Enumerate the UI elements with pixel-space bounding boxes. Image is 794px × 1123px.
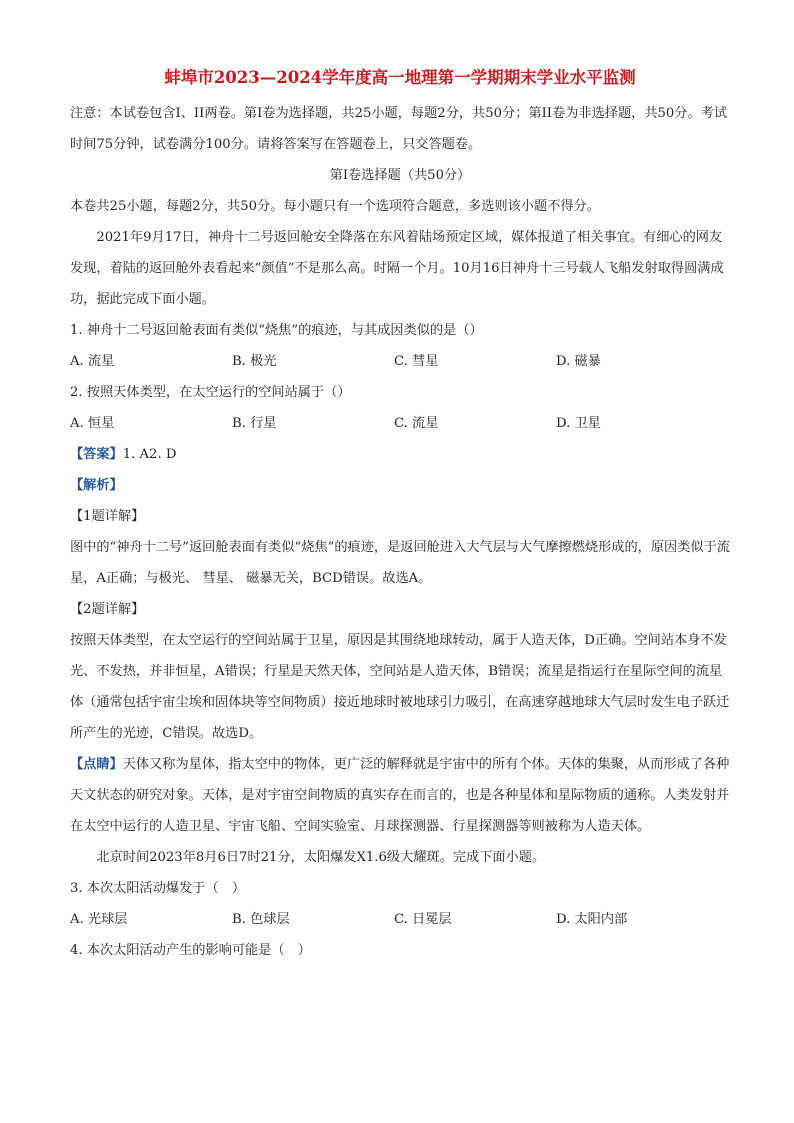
option-a: A. 流星 xyxy=(70,354,115,369)
detail-1-heading xyxy=(70,501,730,532)
option-d: D. 卫星 xyxy=(556,416,601,431)
comment-paragraph xyxy=(70,749,730,842)
option-b: B. 行星 xyxy=(232,416,277,431)
question-2-options xyxy=(70,408,730,439)
exam-page xyxy=(70,66,730,966)
question-3-stem: 3. 本次太阳活动爆发于（ ） xyxy=(70,881,246,896)
option-b: B. 极光 xyxy=(232,354,277,369)
detail-2-heading xyxy=(70,594,730,625)
question-3-options xyxy=(70,904,730,935)
option-a: A. 光球层 xyxy=(70,912,128,927)
comment-text: 天体又称为星体，指太空中的物体，更广泛的解释就是宇宙中的所有个体。天体的集聚，从而形成了各种天文状态的研究对象。天体，是对宇宙空间物质的真实存在而言的，也是各种星体和星际物质的通称。人类发射并在太空中运行的人造卫星、宇宙飞船、空间实验室、月球探测器、行星探测器等则被称为人造天体。 xyxy=(70,757,730,834)
question-2-stem: 2. 按照天体类型，在太空运行的空间站属于（） xyxy=(70,385,351,400)
material-1: 2021年9月17日，神舟十二号返回舱安全降落在东风着陆场预定区域，媒体报道了相关事宜。有细心的网友发现，着陆的返回舱外表看起来“颜值”不是那么高。时隔一个月。10月16日神舟十三号载人飞船发射取得圆满成功，据此完成下面小题。 xyxy=(70,230,724,307)
section-intro: 本卷共25小题，每题2分，共50分。每小题只有一个选项符合题意，多选则该小题不得分。 xyxy=(70,199,600,214)
answer-text: 1. A2. D xyxy=(122,447,177,462)
question-4-stem: 4. 本次太阳活动产生的影响可能是（ ） xyxy=(70,943,311,958)
section-title: 第I卷选择题（共50分） xyxy=(329,168,471,183)
option-c: C. 彗星 xyxy=(394,354,439,369)
answer-tag: 【答案】 xyxy=(70,447,123,462)
detail-1-text: 图中的“神舟十二号”返回舱表面有类似“烧焦”的痕迹，是返回舱进入大气层与大气摩擦燃烧形成的，原因类似于流星，A正确；与极光、 彗星、 磁暴无关，BCD错误。故选A。 xyxy=(70,540,730,586)
material-2: 北京时间2023年8月6日7时21分，太阳爆发X1.6级大耀斑。完成下面小题。 xyxy=(96,850,546,865)
option-d: D. 太阳内部 xyxy=(556,912,628,927)
question-1-options xyxy=(70,346,730,377)
exam-notice: 注意：本试卷包含I、II两卷。第I卷为选择题，共25小题，每题2分，共50分；第II卷为非选择题，共50分。考试时间75分钟，试卷满分100分。请将答案写在答题卷上，只交答题卷。 xyxy=(70,106,728,152)
question-1-stem: 1. 神舟十二号返回舱表面有类似“烧焦”的痕迹，与其成因类似的是（） xyxy=(70,323,483,338)
answer-line xyxy=(70,439,730,470)
comment-tag: 【点睛】 xyxy=(70,757,123,772)
option-c: C. 日冕层 xyxy=(394,912,452,927)
detail-2-tag: 【2题详解】 xyxy=(70,602,145,617)
option-a: A. 恒星 xyxy=(70,416,115,431)
analysis-tag: 【解析】 xyxy=(70,478,123,493)
option-b: B. 色球层 xyxy=(232,912,290,927)
page-title: 蚌埠市2023—2024学年度高一地理第一学期期末学业水平监测 xyxy=(164,68,636,87)
detail-1-tag: 【1题详解】 xyxy=(70,509,145,524)
analysis-line xyxy=(70,470,730,501)
detail-2-text: 按照天体类型，在太空运行的空间站属于卫星，原因是其围绕地球转动，属于人造天体，D正确。空间站本身不发光、不发热，并非恒星，A错误；行星是天然天体，空间站是人造天体，B错误；流星是指运行在星际空间的流星体（通常包括宇宙尘埃和固体块等空间物质）接近地球时被地球引力吸引，在高速穿越地球大气层时发生电子跃迁所产生的光迹，C错误。故选D。 xyxy=(70,633,730,741)
option-d: D. 磁暴 xyxy=(556,354,601,369)
option-c: C. 流星 xyxy=(394,416,439,431)
